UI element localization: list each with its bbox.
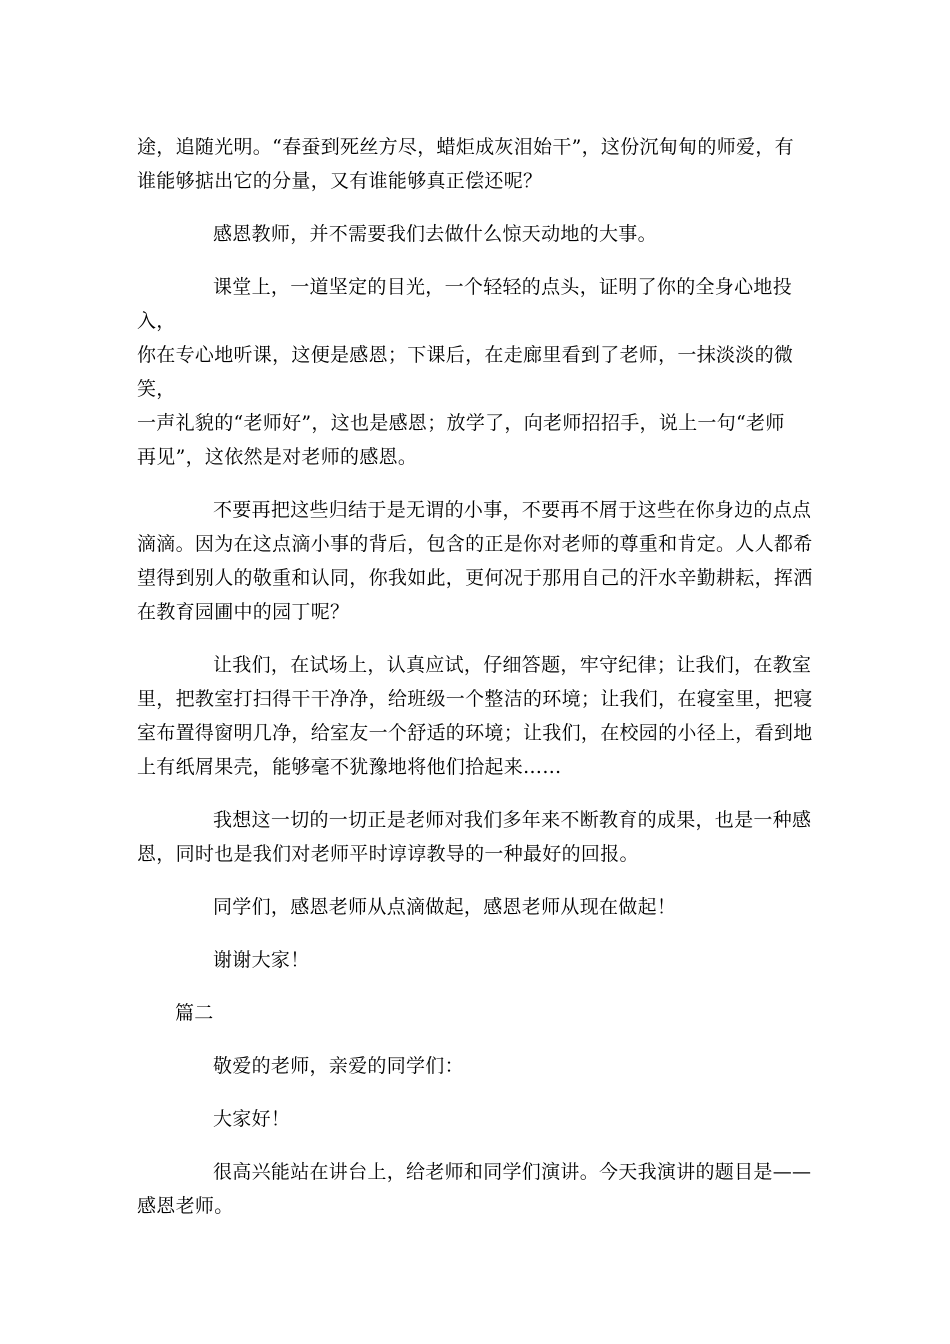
text-line: 不要再把这些归结于是无谓的小事，不要再不屑于这些在你身边的点点 [213, 499, 812, 521]
paragraph-5 [137, 648, 813, 784]
text-line: 篇二 [175, 1002, 214, 1024]
paragraph-2 [137, 217, 813, 251]
text-line: 我想这一切的一切正是老师对我们多年来不断教育的成果，也是一种感 [213, 809, 812, 831]
text-line: 很高兴能站在讲台上，给老师和同学们演讲。今天我演讲的题目是—— [213, 1161, 812, 1183]
paragraph-8 [137, 943, 813, 977]
text-line: 敬爱的老师，亲爱的同学们： [213, 1055, 464, 1077]
text-line: 大家好！ [213, 1108, 291, 1130]
text-line: 恩，同时也是我们对老师平时谆谆教导的一种最好的回报。 [137, 843, 639, 865]
text-line: 让我们，在试场上，认真应试，仔细答题，牢守纪律；让我们，在教室 [213, 654, 812, 676]
paragraph-3 [137, 270, 813, 474]
text-line: 在教育园圃中的园丁呢？ [137, 601, 350, 623]
text-line: 同学们，感恩老师从点滴做起，感恩老师从现在做起！ [213, 896, 677, 918]
paragraph-1 [137, 130, 813, 198]
paragraph-salutation [137, 1049, 813, 1083]
document-body [137, 130, 813, 1223]
text-line: 望得到别人的敬重和认同，你我如此，更何况于那用自己的汗水辛勤耕耘，挥洒 [137, 567, 813, 589]
text-line: 课堂上，一道坚定的目光，一个轻轻的点头，证明了你的全身心地投入， [137, 276, 793, 332]
text-line: 室布置得窗明几净，给室友一个舒适的环境；让我们，在校园的小径上，看到地 [137, 722, 813, 744]
text-line: 上有纸屑果壳，能够毫不犹豫地将他们拾起来…… [137, 756, 562, 778]
text-line: 途，追随光明。“春蚕到死丝方尽，蜡炬成灰泪始干”，这份沉甸甸的师爱，有 [137, 136, 794, 158]
paragraph-7 [137, 890, 813, 924]
paragraph-6 [137, 803, 813, 871]
section-heading [137, 996, 813, 1030]
text-line: 感恩老师。 [137, 1195, 234, 1217]
paragraph-4 [137, 493, 813, 629]
text-line: 里，把教室打扫得干干净净，给班级一个整洁的环境；让我们，在寝室里，把寝 [137, 688, 813, 710]
text-line: 谁能够掂出它的分量，又有谁能够真正偿还呢？ [137, 170, 543, 192]
text-line: 感恩教师，并不需要我们去做什么惊天动地的大事。 [213, 223, 657, 245]
text-line: 一声礼貌的“老师好”，这也是感恩；放学了，向老师招招手，说上一句“老师 [137, 412, 785, 434]
text-line: 谢谢大家！ [213, 949, 310, 971]
paragraph-intro [137, 1155, 813, 1223]
text-line: 你在专心地听课，这便是感恩；下课后，在走廊里看到了老师，一抹淡淡的微笑， [137, 344, 794, 400]
paragraph-greeting [137, 1102, 813, 1136]
text-line: 滴滴。因为在这点滴小事的背后，包含的正是你对老师的尊重和肯定。人人都希 [137, 533, 813, 555]
text-line: 再见”，这依然是对老师的感恩。 [137, 446, 418, 468]
